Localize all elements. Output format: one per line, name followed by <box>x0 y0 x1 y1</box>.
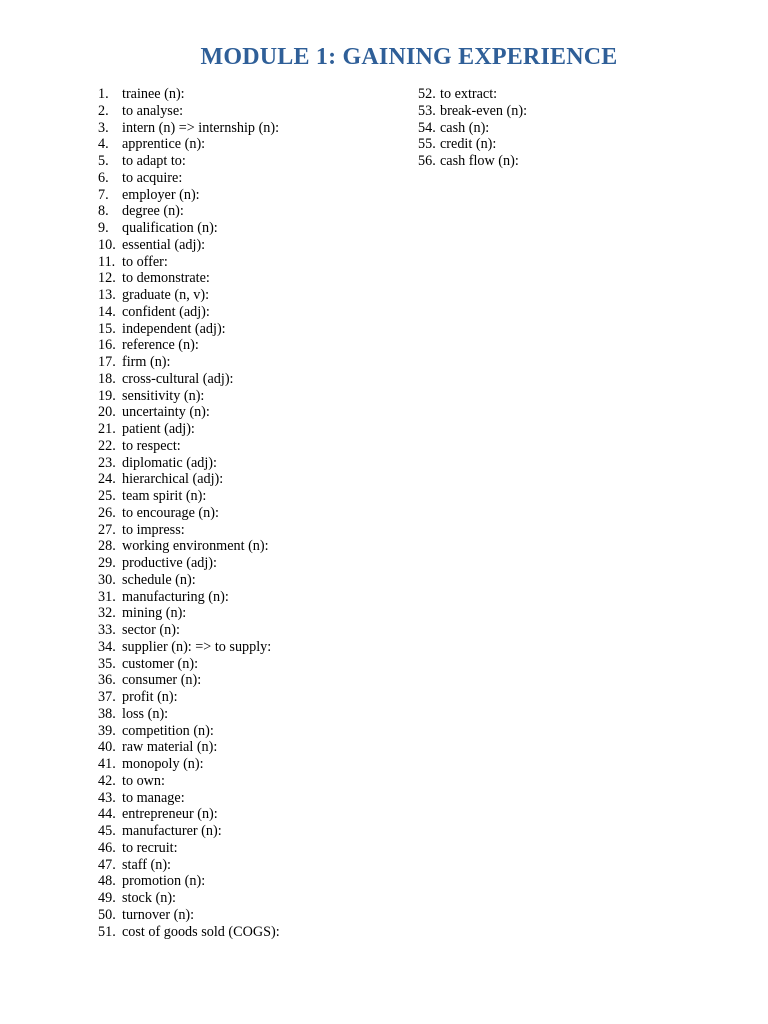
vocabulary-item <box>98 790 398 807</box>
vocabulary-item <box>98 656 398 673</box>
vocabulary-item <box>98 187 398 204</box>
item-term: working environment (n): <box>122 538 269 555</box>
item-number: 15. <box>98 320 116 337</box>
vocabulary-item <box>98 371 398 388</box>
item-term: sector (n): <box>122 622 180 638</box>
item-number: 16. <box>98 337 116 354</box>
item-term: patient (adj): <box>122 421 195 437</box>
item-number: 30. <box>98 571 116 588</box>
item-number: 19. <box>98 387 116 404</box>
item-term: graduate (n, v): <box>122 287 210 303</box>
item-number: 26. <box>98 504 116 521</box>
item-number: 41. <box>98 756 116 772</box>
item-term: stock (n): <box>122 890 176 906</box>
item-number: 27. <box>98 521 116 538</box>
item-number: 22. <box>98 437 116 454</box>
item-term: diplomatic (adj): <box>122 454 217 471</box>
vocabulary-item <box>98 170 398 187</box>
item-number: 8. <box>98 203 109 220</box>
item-number: 29. <box>98 555 116 571</box>
item-term: productive (adj): <box>122 555 217 571</box>
vocabulary-item <box>98 622 398 639</box>
item-number: 7. <box>98 186 109 203</box>
item-term: schedule (n): <box>122 571 196 588</box>
item-term: to respect: <box>122 437 181 454</box>
item-term: degree (n): <box>122 203 184 220</box>
item-number: 43. <box>98 789 116 806</box>
item-term: to recruit: <box>122 839 178 856</box>
item-number: 11. <box>98 253 116 270</box>
vocabulary-item <box>98 522 398 539</box>
item-term: raw material (n): <box>122 739 218 756</box>
item-term: credit (n): <box>440 136 497 153</box>
item-term: consumer (n): <box>122 672 202 689</box>
item-number: 36. <box>98 672 116 689</box>
item-number: 1. <box>98 86 109 102</box>
item-term: monopoly (n): <box>122 756 204 772</box>
item-number: 13. <box>98 287 116 303</box>
item-number: 35. <box>98 655 116 672</box>
item-term: cash (n): <box>440 119 490 136</box>
item-number: 12. <box>98 270 116 287</box>
item-number: 37. <box>98 689 116 705</box>
item-number: 33. <box>98 622 116 638</box>
item-number: 25. <box>98 488 116 504</box>
item-number: 2. <box>98 102 109 119</box>
vocabulary-item <box>98 220 398 237</box>
item-number: 4. <box>98 136 109 153</box>
item-term: to encourage (n): <box>122 504 219 521</box>
vocabulary-item <box>98 806 398 823</box>
item-number: 49. <box>98 890 116 906</box>
item-term: to impress: <box>122 521 185 538</box>
item-term: break-even (n): <box>440 102 528 119</box>
item-number: 24. <box>98 471 116 488</box>
item-term: to offer: <box>122 253 168 270</box>
item-term: to extract: <box>440 86 498 102</box>
vocabulary-item <box>98 890 398 907</box>
item-number: 23. <box>98 454 116 471</box>
item-number: 9. <box>98 220 109 236</box>
item-term: to own: <box>122 772 165 789</box>
item-number: 52. <box>418 86 436 102</box>
item-number: 38. <box>98 705 116 722</box>
vocabulary-item <box>98 455 398 472</box>
vocabulary-item <box>98 739 398 756</box>
vocabulary-item <box>98 237 398 254</box>
item-term: to acquire: <box>122 169 183 186</box>
item-number: 18. <box>98 370 116 387</box>
item-number: 40. <box>98 739 116 756</box>
item-term: customer (n): <box>122 655 199 672</box>
item-number: 45. <box>98 823 116 839</box>
item-number: 46. <box>98 839 116 856</box>
item-number: 21. <box>98 421 116 437</box>
item-term: cross-cultural (adj): <box>122 370 234 387</box>
item-term: manufacturing (n): <box>122 588 229 605</box>
vocabulary-item <box>418 153 718 170</box>
vocabulary-item <box>98 203 398 220</box>
vocabulary-item <box>98 488 398 505</box>
item-term: turnover (n): <box>122 906 195 923</box>
vocabulary-list-right <box>418 86 718 170</box>
vocabulary-item <box>98 605 398 622</box>
item-term: competition (n): <box>122 722 214 739</box>
item-number: 6. <box>98 169 109 186</box>
item-number: 32. <box>98 605 116 622</box>
item-number: 42. <box>98 772 116 789</box>
vocabulary-item <box>98 354 398 371</box>
vocabulary-item <box>98 723 398 740</box>
item-number: 48. <box>98 873 116 890</box>
vocabulary-item <box>98 136 398 153</box>
item-term: intern (n) => internship (n): <box>122 119 280 136</box>
item-number: 56. <box>418 153 436 169</box>
item-term: profit (n): <box>122 689 178 705</box>
vocabulary-item <box>98 857 398 874</box>
vocabulary-item <box>418 136 718 153</box>
vocabulary-item <box>98 270 398 287</box>
vocabulary-item <box>98 572 398 589</box>
vocabulary-item <box>98 639 398 656</box>
vocabulary-item <box>98 404 398 421</box>
item-term: firm (n): <box>122 354 171 370</box>
item-number: 20. <box>98 404 116 421</box>
item-term: entrepreneur (n): <box>122 806 218 823</box>
vocabulary-item <box>98 287 398 304</box>
vocabulary-item <box>98 538 398 555</box>
item-term: qualification (n): <box>122 220 218 236</box>
item-term: promotion (n): <box>122 873 206 890</box>
item-number: 54. <box>418 119 436 136</box>
vocabulary-item <box>418 86 718 103</box>
item-term: staff (n): <box>122 856 171 873</box>
item-term: cost of goods sold (COGS): <box>122 923 280 940</box>
item-term: to analyse: <box>122 102 184 119</box>
vocabulary-item <box>98 823 398 840</box>
vocabulary-item <box>98 840 398 857</box>
item-term: cash flow (n): <box>440 153 519 169</box>
vocabulary-item <box>98 337 398 354</box>
vocabulary-list-left <box>98 86 398 940</box>
item-number: 47. <box>98 856 116 873</box>
item-term: team spirit (n): <box>122 488 207 504</box>
vocabulary-item <box>98 254 398 271</box>
item-term: loss (n): <box>122 705 169 722</box>
item-term: trainee (n): <box>122 86 185 102</box>
vocabulary-item <box>98 505 398 522</box>
vocabulary-item <box>418 120 718 137</box>
vocabulary-item <box>98 907 398 924</box>
item-term: hierarchical (adj): <box>122 471 224 488</box>
vocabulary-item <box>98 924 398 941</box>
vocabulary-item <box>98 304 398 321</box>
vocabulary-item <box>98 103 398 120</box>
vocabulary-item <box>98 120 398 137</box>
vocabulary-item <box>98 388 398 405</box>
item-term: independent (adj): <box>122 320 226 337</box>
vocabulary-item <box>98 756 398 773</box>
item-term: to adapt to: <box>122 153 186 169</box>
vocabulary-item <box>98 321 398 338</box>
vocabulary-item <box>98 689 398 706</box>
item-number: 34. <box>98 638 116 655</box>
vocabulary-item <box>98 153 398 170</box>
page-title: MODULE 1: GAINING EXPERIENCE <box>200 44 618 70</box>
item-term: apprentice (n): <box>122 136 206 153</box>
item-number: 31. <box>98 588 116 605</box>
item-number: 10. <box>98 236 116 253</box>
vocabulary-item <box>98 421 398 438</box>
item-number: 17. <box>98 354 116 370</box>
vocabulary-item <box>98 471 398 488</box>
item-number: 51. <box>98 923 116 940</box>
item-term: uncertainty (n): <box>122 404 210 421</box>
item-number: 14. <box>98 303 116 320</box>
item-term: manufacturer (n): <box>122 823 222 839</box>
vocabulary-item <box>98 555 398 572</box>
vocabulary-item <box>98 773 398 790</box>
item-number: 39. <box>98 722 116 739</box>
item-number: 5. <box>98 153 109 169</box>
item-number: 44. <box>98 806 116 823</box>
item-number: 50. <box>98 906 116 923</box>
item-term: mining (n): <box>122 605 187 622</box>
item-term: to manage: <box>122 789 185 806</box>
vocabulary-item <box>98 86 398 103</box>
item-term: confident (adj): <box>122 303 210 320</box>
vocabulary-item <box>418 103 718 120</box>
item-number: 53. <box>418 102 436 119</box>
item-number: 3. <box>98 119 109 136</box>
vocabulary-item <box>98 438 398 455</box>
item-term: to demonstrate: <box>122 270 210 287</box>
item-term: sensitivity (n): <box>122 387 205 404</box>
vocabulary-item <box>98 589 398 606</box>
item-term: essential (adj): <box>122 236 206 253</box>
item-term: reference (n): <box>122 337 199 354</box>
item-term: employer (n): <box>122 186 200 203</box>
vocabulary-item <box>98 706 398 723</box>
vocabulary-item <box>98 873 398 890</box>
item-number: 55. <box>418 136 436 153</box>
item-term: supplier (n): => to supply: <box>122 638 272 655</box>
item-number: 28. <box>98 538 116 555</box>
vocabulary-item <box>98 672 398 689</box>
